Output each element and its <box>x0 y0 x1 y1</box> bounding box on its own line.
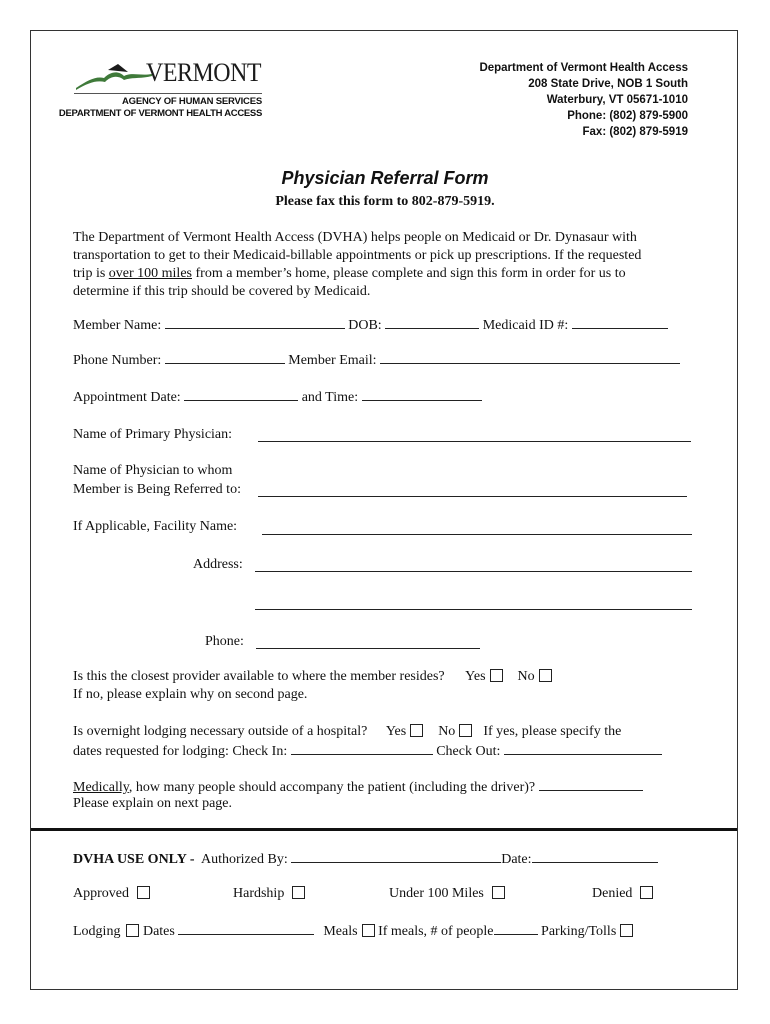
parking-tolls-label: Parking/Tolls <box>541 924 617 939</box>
intro-line-4: determine if this trip should be covered by Medicaid. <box>73 284 371 299</box>
logo-name: VERMONT <box>146 58 262 87</box>
closest-no-label: No <box>517 669 535 684</box>
logo-dept: DEPARTMENT OF VERMONT HEALTH ACCESS <box>58 108 262 119</box>
phone-number-label: Phone Number: <box>73 353 162 368</box>
over-100-miles: over 100 miles <box>108 266 192 281</box>
intro-line-1: The Department of Vermont Health Access (DVHA) helps people on Medicaid or Dr. Dynasaur with <box>73 230 637 245</box>
dates-label: Dates <box>142 924 175 939</box>
check-in-label: dates requested for lodging: Check In: <box>73 744 288 759</box>
closest-provider-question: Is this the closest provider available to where the member resides? <box>73 669 445 684</box>
lodging-yes-label: Yes <box>385 724 407 739</box>
member-name-label: Member Name: <box>73 318 162 333</box>
lodging-no-label: No <box>438 724 456 739</box>
accompany-note: Please explain on next page. <box>73 796 233 811</box>
referred-physician-label-1: Name of Physician to whom <box>73 463 233 478</box>
primary-physician-label: Name of Primary Physician: <box>73 427 233 442</box>
lodging-ifyes: If yes, please specify the <box>483 724 622 739</box>
authorized-by-label: Authorized By: <box>201 852 288 867</box>
hardship-label: Hardship <box>233 886 285 901</box>
medically-label: Medically <box>73 780 129 795</box>
dob-label: DOB: <box>348 318 382 333</box>
lodging-question: Is overnight lodging necessary outside of a hospital? <box>73 724 368 739</box>
meals-label: Meals <box>323 924 358 939</box>
and-time-label: and Time: <box>301 390 359 405</box>
contact-phone: Phone: (802) 879-5900 <box>567 110 688 122</box>
closest-yes-label: Yes <box>465 669 486 684</box>
intro-line-2: transportation to get to their Medicaid-billable appointments or pick up prescriptions. If the requested <box>73 248 642 263</box>
facility-name-label: If Applicable, Facility Name: <box>73 519 238 534</box>
contact-city: Waterbury, VT 05671-1010 <box>546 94 688 106</box>
page-subtitle: Please fax this form to 802-879-5919. <box>275 194 495 209</box>
denied-label: Denied <box>592 886 633 901</box>
contact-address: 208 State Drive, NOB 1 South <box>528 78 688 90</box>
dvha-date-label: Date: <box>501 852 532 867</box>
facility-phone-label: Phone: <box>205 634 244 649</box>
accompany-question: , how many people should accompany the patient (including the driver)? <box>128 780 536 795</box>
form-border <box>30 30 738 990</box>
if-meals-label: If meals, # of people <box>378 924 494 939</box>
address-label: Address: <box>193 557 243 572</box>
contact-dept: Department of Vermont Health Access <box>479 62 688 74</box>
logo-agency: AGENCY OF HUMAN SERVICES <box>121 96 262 107</box>
closest-note: If no, please explain why on second page. <box>73 687 308 702</box>
page-title: Physician Referral Form <box>281 168 489 188</box>
intro-line-3: trip is over 100 miles from a member’s home, please complete and sign this form in order for us to <box>73 266 626 281</box>
check-out-label: Check Out: <box>436 744 501 759</box>
referred-physician-label-2: Member is Being Referred to: <box>73 482 241 497</box>
approved-label: Approved <box>73 886 129 901</box>
appointment-date-label: Appointment Date: <box>73 390 181 405</box>
contact-fax: Fax: (802) 879-5919 <box>582 126 688 138</box>
medicaid-id-label: Medicaid ID #: <box>482 318 569 333</box>
dvha-heading: DVHA USE ONLY - <box>73 852 195 867</box>
lodging-expense-label: Lodging <box>73 924 121 939</box>
under-100-label: Under 100 Miles <box>389 886 484 901</box>
member-email-label: Member Email: <box>288 353 377 368</box>
